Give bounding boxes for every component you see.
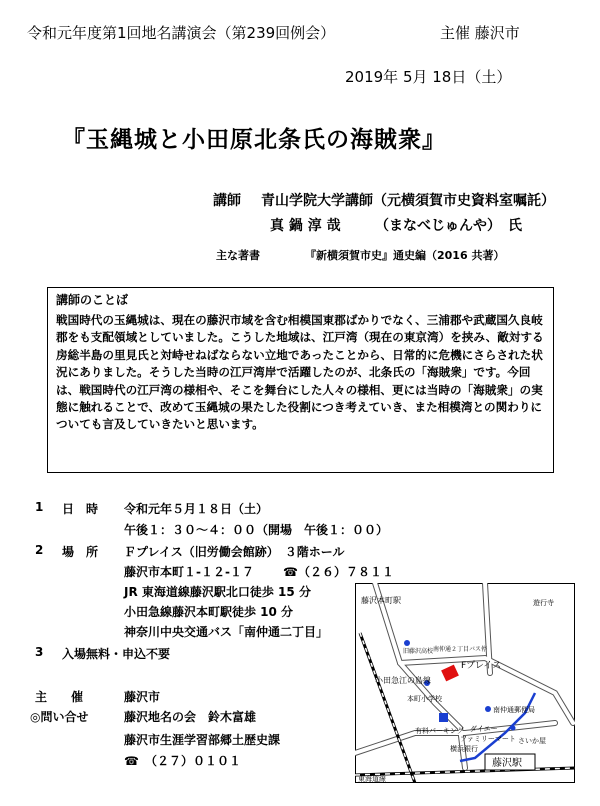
map-label-bus-stop: 南仲通２丁目バス停 bbox=[433, 646, 488, 653]
lecturer-name: 真 鍋 淳 哉 bbox=[270, 218, 341, 234]
map-label-parking: 有料パーキング bbox=[415, 727, 464, 735]
contact-org1: 藤沢地名の会 鈴木富雄 bbox=[124, 710, 257, 724]
lecturer-reading: （まなべじゅんや） bbox=[375, 218, 501, 234]
event-date-detail: 令和元年５月１８日（土） bbox=[124, 502, 269, 516]
map-label-saikaya: さいか屋 bbox=[518, 737, 546, 745]
host-city: 主催 藤沢市 bbox=[440, 24, 520, 42]
map-label-tokaido: 東海道線 bbox=[358, 775, 386, 783]
post-office-marker bbox=[485, 706, 491, 712]
lecturer-role: 講師 bbox=[213, 193, 241, 209]
item2-number: 2 bbox=[35, 543, 44, 557]
item1-label: 日 時 bbox=[62, 502, 99, 516]
access-odakyu: 小田急線藤沢本町駅徒歩 10 分 bbox=[124, 605, 294, 619]
map-label-yugyoji: 遊行寺 bbox=[533, 599, 554, 607]
bank-marker bbox=[511, 726, 516, 731]
parking-icon bbox=[439, 713, 448, 722]
contact-org2: 藤沢市生涯学習部郷土歴史課 bbox=[124, 733, 281, 747]
lecturer-message-box bbox=[47, 287, 554, 473]
map-label-fplace: Fプレイス bbox=[461, 661, 502, 671]
venue-tel: ☎（２６）７８１１ bbox=[283, 565, 394, 579]
map-label-school: 本町小学校 bbox=[407, 695, 442, 703]
map-label-daiei: ダイエー bbox=[470, 725, 498, 733]
message-text: 戦国時代の玉縄城は、現在の藤沢市域を含む相模国東郡ばかりでなく、三浦郡や武蔵国久良岐郡をも支配領域としていました。こうした地域は、江戸湾（現在の東京湾）を挟み、敵対する房総半島の里見氏と対峙せねばならない立地であったことから、日常的に危機にさらされた状況にありました。そうした当時の江戸湾岸で活躍したのが、北条氏の「海賊衆」です。今回は、戦国時代の江戸湾の様相や、そこを舞台にした人々の様相、更には当時の「海賊衆」の実態に触れることで、改めて玉縄城の果たした役割につき考えていき、また相模湾との関わりについても言及していきたいと思います。 bbox=[56, 313, 544, 432]
admission-note: 入場無料・申込不要 bbox=[62, 647, 171, 661]
item1-number: 1 bbox=[35, 500, 44, 514]
lecturer-honorific: 氏 bbox=[508, 218, 522, 234]
map-label-post: 南仲通郵便局 bbox=[493, 706, 535, 714]
host-value: 藤沢市 bbox=[124, 690, 161, 704]
access-bus: 神奈川中央交通バス「南仲通二丁目」 bbox=[124, 625, 329, 639]
old-school-marker bbox=[404, 640, 410, 646]
access-map bbox=[355, 583, 575, 783]
venue: Ｆプレイス（旧労働会館跡） ３階ホール bbox=[124, 545, 345, 559]
map-label-odakyu: 小田急江の島線 bbox=[375, 676, 431, 685]
map-label-bank: 横浜銀行 bbox=[450, 745, 478, 753]
item3-number: 3 bbox=[35, 645, 44, 659]
map-label-fujisawa-station: 藤沢駅 bbox=[492, 758, 522, 769]
host-label: 主 催 bbox=[35, 690, 84, 704]
item2-label: 場 所 bbox=[62, 545, 99, 559]
map-label-familymart: ファミリーマート bbox=[460, 735, 516, 743]
lecturer-affiliation: 青山学院大学講師（元横須賀市史資料室嘱託） bbox=[261, 193, 555, 209]
event-time: 午後１：３０～４：００（開場 午後１：００） bbox=[124, 523, 389, 537]
map-label-honmachi-station: 藤沢本町駅 bbox=[361, 596, 401, 605]
works-label: 主な著書 bbox=[216, 249, 260, 262]
contact-tel: ☎ （２７）０１０１ bbox=[124, 754, 241, 768]
works-title: 『新横須賀市史』通史編（2016 共著） bbox=[305, 249, 505, 262]
message-heading: 講師のことば bbox=[56, 293, 129, 307]
venue-address: 藤沢市本町１-１２-１７ bbox=[124, 565, 254, 579]
map-label-old-school: 旧藤沢高校 bbox=[403, 648, 434, 655]
access-jr: JR 東海道線藤沢駅北口徒歩 15 分 bbox=[124, 585, 311, 599]
event-name: 令和元年度第1回地名講演会（第239回例会） bbox=[27, 24, 336, 42]
lecture-title: 『玉縄城と小田原北条氏の海賊衆』 bbox=[62, 127, 446, 153]
contact-label: ◎問い合せ bbox=[30, 710, 89, 724]
event-date: 2019年 5月 18日（土） bbox=[345, 68, 512, 86]
